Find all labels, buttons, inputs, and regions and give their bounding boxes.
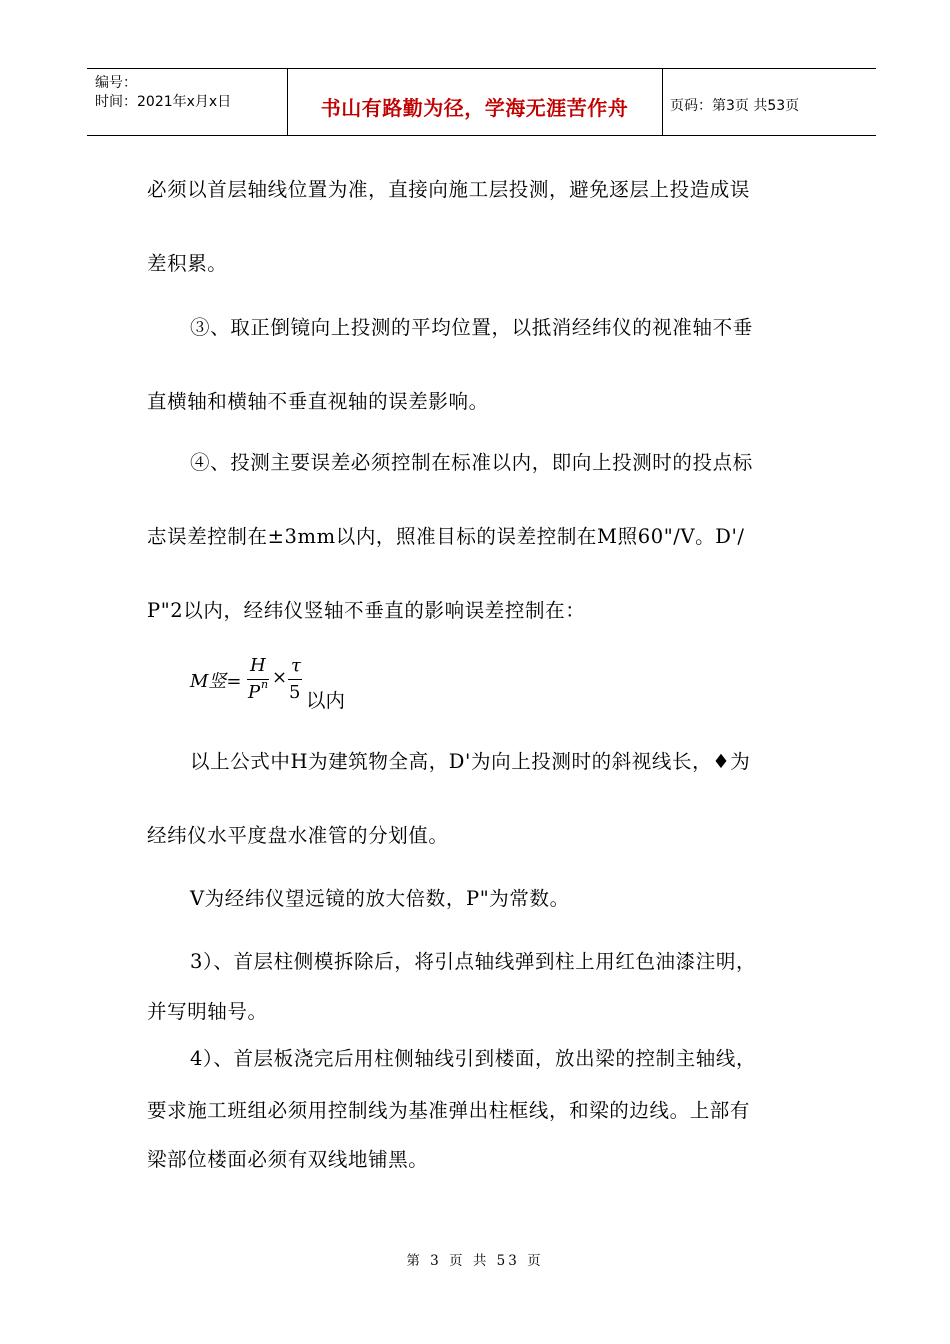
paragraph-line: 直横轴和横轴不垂直视轴的误差影响。 <box>147 390 489 413</box>
paragraph-line: 志误差控制在±3mm以内，照准目标的误差控制在M照60"/V。D'/ <box>147 525 745 548</box>
formula-denominator-2: 5 <box>289 682 301 703</box>
formula-superscript: n <box>261 678 269 691</box>
formula-lhs: M竖= <box>190 671 242 692</box>
page-header <box>87 68 876 136</box>
number-label: 编号： <box>95 75 137 91</box>
paragraph-line: 并写明轴号。 <box>147 1000 268 1023</box>
fraction-bar-2 <box>288 679 302 680</box>
formula-denominator-1: P <box>248 682 261 703</box>
paragraph-line: 3）、首层柱侧模拆除后，将引点轴线弹到柱上用红色油漆注明， <box>190 950 757 973</box>
paragraph-line: 经纬仪水平度盘水准管的分划值。 <box>147 824 449 847</box>
motto-text: 书山有路勤为径，学海无涯苦作舟 <box>320 96 629 120</box>
paragraph-line: ③、取正倒镜向上投测的平均位置，以抵消经纬仪的视准轴不垂 <box>190 316 753 339</box>
formula-times: × <box>272 667 288 688</box>
paragraph-line: ④、投测主要误差必须控制在标准以内，即向上投测时的投点标 <box>190 451 753 474</box>
paragraph-line: 必须以首层轴线位置为准，直接向施工层投测，避免逐层上投造成误 <box>147 178 751 201</box>
page-info: 页码：第3页 共53页 <box>670 98 800 114</box>
time-label: 时间：2021年x月x日 <box>95 94 232 110</box>
formula-suffix: 以内 <box>306 689 346 712</box>
paragraph-line: 4）、首层板浇完后用柱侧轴线引到楼面，放出梁的控制主轴线， <box>190 1047 757 1070</box>
paragraph-line: V为经纬仪望远镜的放大倍数，P"为常数。 <box>190 887 570 910</box>
paragraph-line: 梁部位楼面必须有双线地铺黑。 <box>147 1148 429 1171</box>
header-right-cell <box>662 69 876 135</box>
paragraph-line: 要求施工班组必须用控制线为基准弹出柱框线，和梁的边线。上部有 <box>147 1099 751 1122</box>
header-motto-cell <box>287 69 663 135</box>
formula-numerator-2: τ <box>291 655 301 676</box>
formula <box>190 652 410 712</box>
page-footer: 第 3 页 共 53 页 <box>406 1253 544 1269</box>
paragraph-line: P"2以内，经纬仪竖轴不垂直的影响误差控制在： <box>147 599 586 622</box>
paragraph-line: 以上公式中H为建筑物全高，D'为向上投测时的斜视线长，♦为 <box>190 750 751 773</box>
header-left-cell <box>87 69 288 135</box>
paragraph-line: 差积累。 <box>147 252 228 275</box>
formula-numerator-1: H <box>250 655 266 676</box>
